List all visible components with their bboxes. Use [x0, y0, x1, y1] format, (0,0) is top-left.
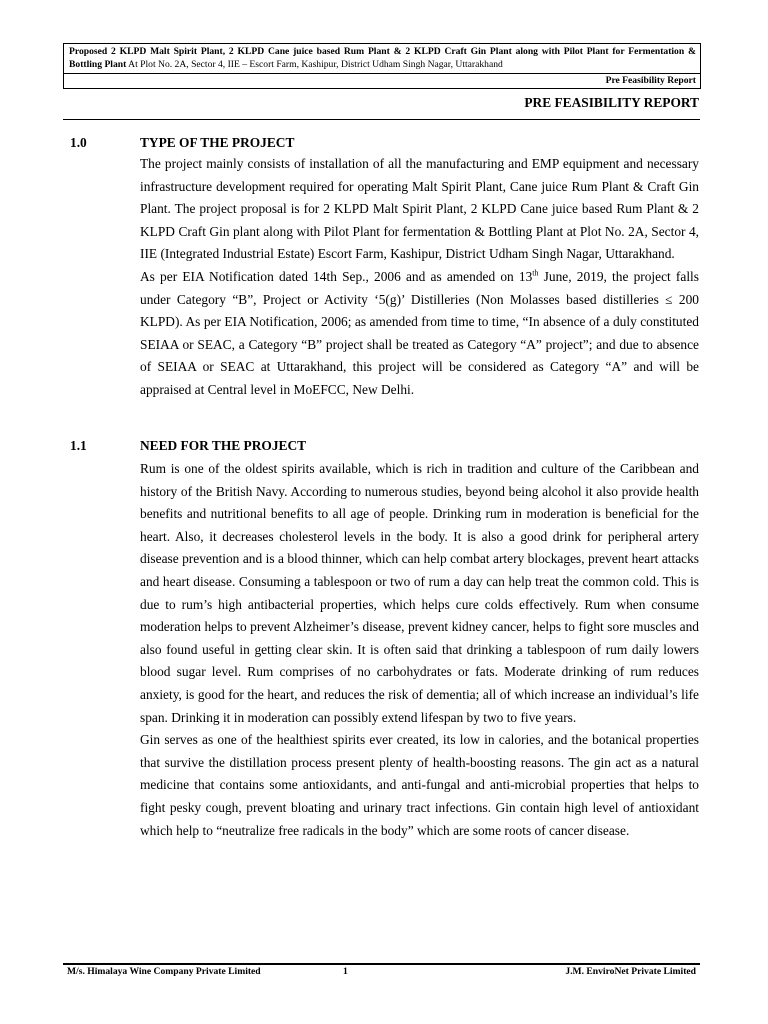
section-number: 1.0 — [70, 135, 87, 150]
section-heading-need-for-project — [70, 435, 700, 457]
section-body-type-of-project — [140, 153, 699, 402]
header-project-title — [64, 44, 700, 73]
paragraph-eia — [140, 266, 699, 402]
paragraph: The project mainly consists of installation of all the manufacturing and EMP equipment and necessary infrastructure development required for operating Malt Spirit Plant, Cane juice Rum Plant & Craft Gin Plant. The project proposal is for 2 KLPD Malt Spirit Plant, 2 KLPD Cane juice based Rum Plant & 2 KLPD Craft Gin plant along with Pilot Plant for fermentation & Bottling Plant at Plot No. 2A, Sector 4, IIE (Integrated Industrial Estate) Escort Farm, Kashipur, District Udham Singh Nagar, Uttarakhand. — [140, 156, 699, 262]
section-title: NEED FOR THE PROJECT — [140, 438, 307, 453]
superscript-th: th — [532, 268, 539, 278]
header-title-bold: Proposed 2 KLPD Malt Spirit Plant, 2 KLPD Cane juice based Rum Plant & 2 KLPD Craft Gin Plant along with Pilot Plant for Fermentation & Bottling Plant — [69, 46, 696, 70]
section-heading-type-of-project — [70, 132, 700, 154]
section-body-need-for-project — [140, 458, 699, 842]
paragraph-gin: Gin serves as one of the healthiest spirits ever created, its low in calories, and the botanical properties that survive the distillation process present plenty of health-boosting reasons. The gin act as a natural medicine that contains some antioxidants, and anti-fungal and anti-microbial properties that helps to fight pesky cough, prevent bloating and urinary tract infections. Gin contain high level of antioxidant which help to “neutralize free radicals in the body” which are some roots of cancer disease. — [140, 732, 699, 838]
footer-consultant: J.M. EnviroNet Private Limited — [565, 966, 696, 977]
footer-divider — [63, 963, 700, 965]
document-header — [63, 43, 701, 89]
footer-company: M/s. Himalaya Wine Company Private Limited — [67, 966, 261, 977]
section-title: TYPE OF THE PROJECT — [140, 135, 295, 150]
report-title: PRE FEASIBILITY REPORT — [524, 95, 699, 110]
paragraph-eia-part2: June, 2019, the project falls under Category “B”, Project or Activity ‘5(g)’ Distilleries (Non Molasses based distilleries ≤ 200 KLPD). As per EIA Notification, 2006; as amended from time to time, “In absence of a duly constituted SEIAA or SEAC, a Category “B” project shall be treated as Category “A” project”; and due to absence of SEIAA or SEAC at Uttarakhand, this project will be considered as Category “A” and will be appraised at Central level in MoEFCC, New Delhi. — [140, 268, 699, 397]
section-number: 1.1 — [70, 438, 87, 453]
title-divider — [63, 119, 700, 120]
header-doc-label: Pre Feasibility Report — [64, 73, 700, 88]
page-number: 1 — [343, 966, 348, 977]
paragraph-rum: Rum is one of the oldest spirits available, which is rich in tradition and culture of the Caribbean and history of the British Navy. According to numerous studies, beyond being alcohol it also provide health benefits and nutritional benefits to all age of people. Drinking rum in moderation is beneficial for the heart. Also, it decreases cholesterol levels in the body. It is also a good drink for peripheral artery disease prevention and is a blood thinner, which can help combat artery blockages, prevent heart attacks and heart disease. Consuming a tablespoon or two of rum a day can help treat the common cold. This is due to rum’s high antibacterial properties, which helps cure colds effectively. Rum when consume moderation helps to prevent Alzheimer’s disease, prevent kidney cancer, helps to fight sore muscles and also found useful in getting clear skin. It is often said that drinking a tablespoon of rum daily lowers blood sugar level. Rum comprises of no carbohydrates or fats. Moderate drinking of rum reduces anxiety, is good for the heart, and reduces the risk of dementia; all of which increase an individual’s life span. Drinking it in moderation can possibly extend lifespan by two to five years. — [140, 461, 699, 725]
paragraph-eia-part1: As per EIA Notification dated 14th Sep., 2006 and as amended on 13 — [140, 268, 533, 284]
header-title-location: At Plot No. 2A, Sector 4, IIE – Escort Farm, Kashipur, District Udham Singh Nagar, Uttarakhand — [126, 59, 503, 70]
